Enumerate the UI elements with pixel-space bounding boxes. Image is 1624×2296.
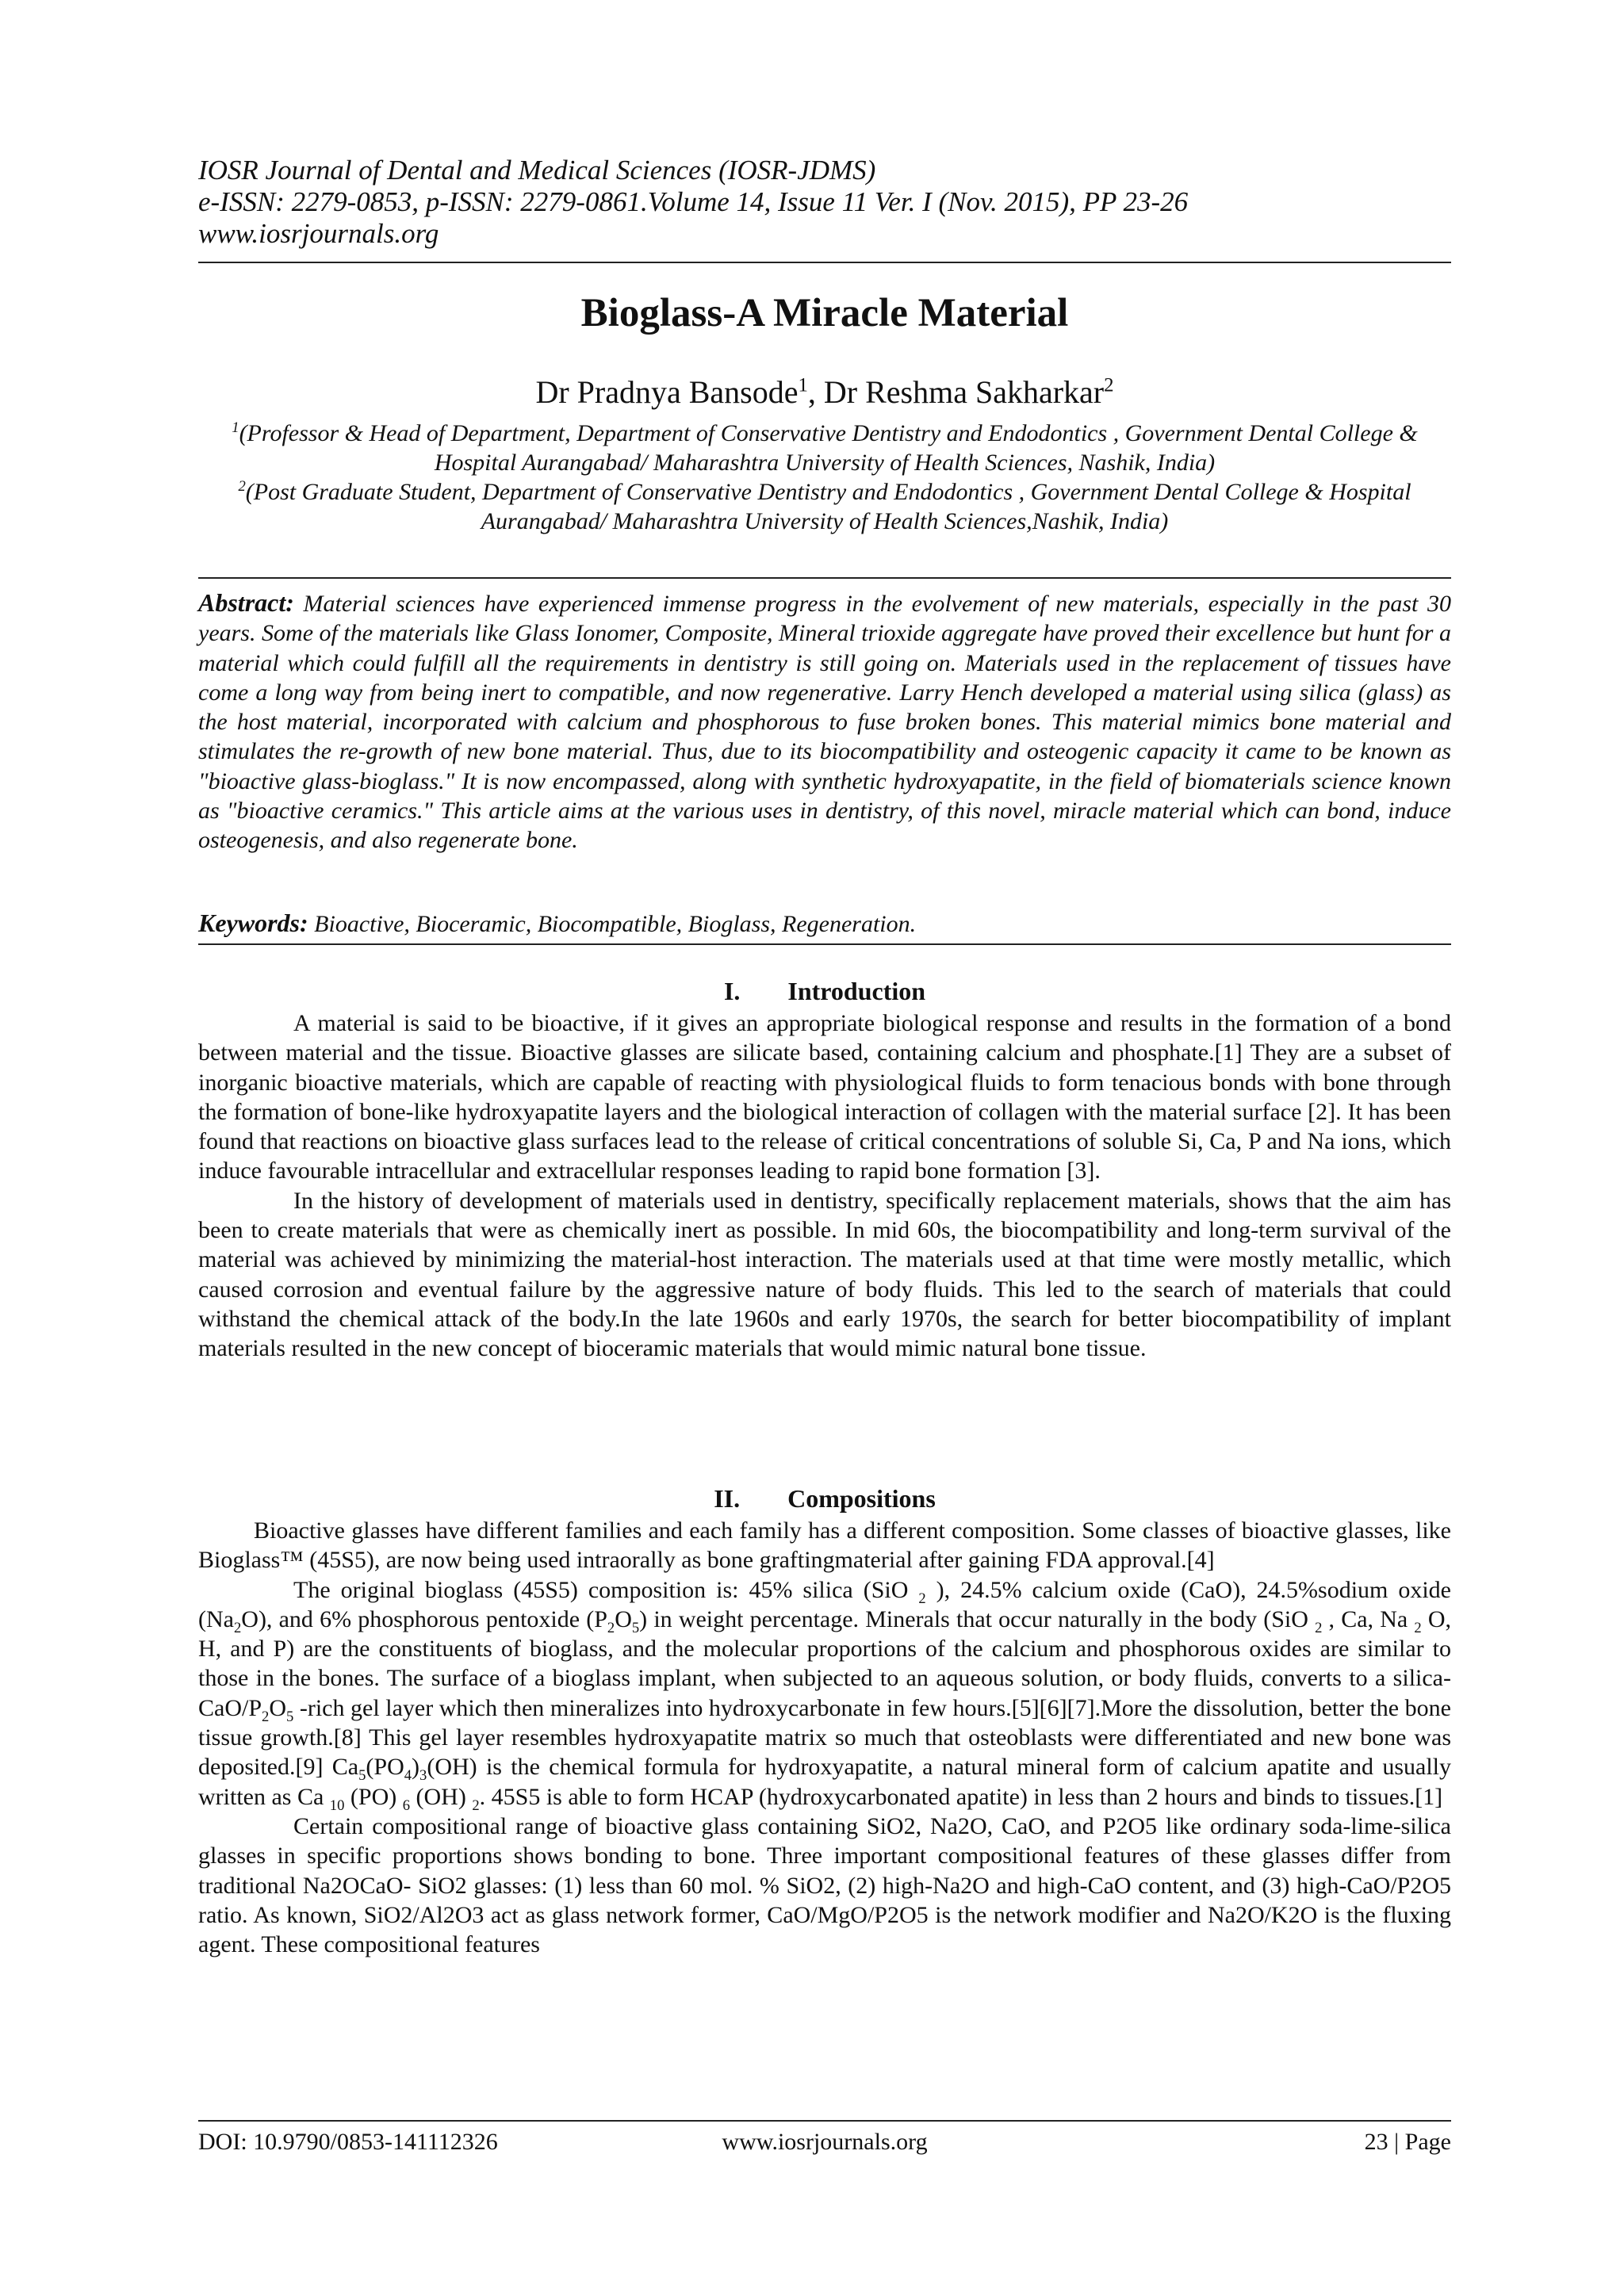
paper-title: Bioglass-A Miracle Material — [580, 291, 1069, 335]
journal-header — [198, 155, 1188, 250]
affiliations — [198, 419, 1451, 536]
footer-rule — [198, 2120, 1451, 2122]
abstract-bottom-rule — [198, 943, 1451, 945]
compositions-body — [198, 1516, 1451, 1959]
author-separator: , — [807, 374, 824, 410]
affiliation-superscript: 2 — [238, 478, 246, 495]
author-name: Dr Pradnya Bansode — [535, 374, 799, 410]
section-title: Compositions — [787, 1484, 936, 1513]
paragraph: A material is said to be bioactive, if it gives an appropriate biological response and results in the formation of a bond between material and the tissue. Bioactive glasses are silicate based, containing calcium and phosphate.[1] They are a subset of inorganic bioactive materials, which are capable of reacting with physiological fluids to form tenacious bonds with bone through the formation of bone-like hydroxyapatite layers and the biological interaction of collagen with the material surface [2]. It has been found that reactions on bioactive glass surfaces lead to the release of critical concentrations of soluble Si, Ca, P and Na ions, which induce favourable intracellular and extracellular responses leading to rapid bone formation [3]. — [198, 1010, 1451, 1184]
author-line — [198, 373, 1451, 412]
affiliation-text: (Post Graduate Student, Department of Conservative Dentistry and Endodontics , Government Dental College & Hospital Aurangabad/ Maharashtra University of Health Sciences,Nashik, India) — [245, 479, 1411, 534]
author-name: Dr Reshma Sakharkar — [823, 374, 1105, 410]
footer-doi: DOI: 10.9790/0853-141112326 — [198, 2129, 498, 2155]
journal-name: IOSR Journal of Dental and Medical Sciences (IOSR-JDMS) — [198, 155, 876, 186]
keywords-label: Keywords: — [198, 909, 308, 937]
affiliation — [198, 477, 1451, 536]
section-number: I. — [723, 977, 741, 1005]
section-heading — [198, 975, 1451, 1007]
author-superscript: 2 — [1104, 374, 1114, 396]
issn-line: e-ISSN: 2279-0853, p-ISSN: 2279-0861.Volume 14, Issue 11 Ver. I (Nov. 2015), PP 23-26 — [198, 186, 1189, 217]
footer-website: www.iosrjournals.org — [722, 2129, 928, 2155]
affiliation-superscript: 1 — [232, 419, 239, 436]
section-heading — [198, 1483, 1451, 1514]
affiliation — [198, 419, 1451, 477]
abstract-label: Abstract: — [198, 588, 294, 617]
affiliation-text: (Professor & Head of Department, Department of Conservative Dentistry and Endodontics , Government Dental College & Hospital Aurangabad/ Maharashtra University of Health Sciences, Nashik, India) — [239, 420, 1418, 476]
paragraph: The original bioglass (45S5) composition is: 45% silica (SiO $_2$ ), 24.5% calcium oxide (CaO), 24.5%sodium oxide $(Na_2O)$, and 6% phosphorous pentoxide $(P_2O_5)$ in weight percentage. Minerals that occur naturally in the body (SiO $_2$ , Ca, Na $_2$ O, H, and P) are the constituents of bioglass, and the molecular proportions of the calcium and phosphorous oxides are similar to those in the bones. The surface of a bioglass implant, when subjected to an aqueous solution, or body fluids, converts to a silica-$CaO/P_2O_5$ -rich gel layer which then mineralizes into hydroxycarbonate in few hours.[5][6][7].More the dissolution, better the bone tissue growth.[8] This gel layer resembles hydroxyapatite matrix so much that osteoblasts were differentiated and new bone was deposited.[9] $Ca_5(PO_4)_3(OH)$ is the chemical formula for hydroxyapatite, a natural mineral form of calcium apatite and usually written as Ca $_{10}$ (PO) $_6$ (OH) $_2$. 45S5 is able to form HCAP (hydroxycarbonated apatite) in less than 2 hours and binds to tissues.[1] — [198, 1576, 1452, 1814]
header-rule — [198, 262, 1451, 263]
section-title: Introduction — [787, 977, 926, 1005]
paragraph: Certain compositional range of bioactive glass containing SiO2, Na2O, CaO, and P2O5 like ordinary soda-lime-silica glasses in specific proportions shows bonding to bone. Three important compositional features of these glasses differ from traditional Na2OCaO- SiO2 glasses: (1) less than 60 mol. % SiO2, (2) high-Na2O and high-CaO content, and (3) high-CaO/P2O5 ratio. As known, SiO2/Al2O3 act as glass network former, CaO/MgO/P2O5 is the network modifier and Na2O/K2O is the fluxing agent. These compositional features — [198, 1812, 1451, 1958]
abstract-text: Material sciences have experienced immense progress in the evolvement of new materials, especially in the past 30 years. Some of the materials like Glass Ionomer, Composite, Mineral trioxide aggregate have proved their excellence but hunt for a material which could fulfill all the requirements in dentistry is still going on. Materials used in the replacement of tissues have come a long way from being inert to compatible, and now regenerative. Larry Hench developed a material using silica (glass) as the host material, incorporated with calcium and phosphorous to fuse broken bones. This material mimics bone material and stimulates the re-growth of new bone material. Thus, due to its biocompatibility and osteogenic capacity it came to be known as "bioactive glass-bioglass." It is now encompassed, along with synthetic hydroxyapatite, in the field of biomaterials science known as "bioactive ceramics." This article aims at the various uses in dentistry, of this novel, miracle material which can bond, induce osteogenesis, and also regenerate bone. — [198, 591, 1451, 854]
author-superscript: 1 — [798, 374, 808, 396]
paragraph: In the history of development of materials used in dentistry, specifically replacement materials, shows that the aim has been to create materials that were as chemically inert as possible. In mid 60s, the biocompatibility and long-term survival of the material was achieved by minimizing the material-host interaction. The materials used at that time were mostly metallic, which caused corrosion and eventual failure by the aggressive nature of body fluids. This led to the search of materials that could withstand the chemical attack of the body.In the late 1960s and early 1970s, the search for better biocompatibility of implant materials resulted in the new concept of bioceramic materials that would mimic natural bone tissue. — [198, 1187, 1451, 1362]
footer-page-number: 23 | Page — [1364, 2129, 1451, 2155]
abstract-top-rule — [198, 577, 1451, 579]
keywords — [198, 909, 1451, 939]
paragraph: Bioactive glasses have different families and each family has a different composition. Some classes of bioactive glasses, like Bioglass™ (45S5), are now being used intraorally as bone graftingmaterial after gaining FDA approval.[4] — [198, 1517, 1451, 1574]
introduction-body — [198, 1008, 1451, 1364]
section-number: II. — [714, 1484, 741, 1513]
abstract — [198, 588, 1451, 855]
keywords-text: Bioactive, Bioceramic, Biocompatible, Bioglass, Regeneration. — [308, 911, 917, 937]
journal-website: www.iosrjournals.org — [198, 218, 439, 249]
